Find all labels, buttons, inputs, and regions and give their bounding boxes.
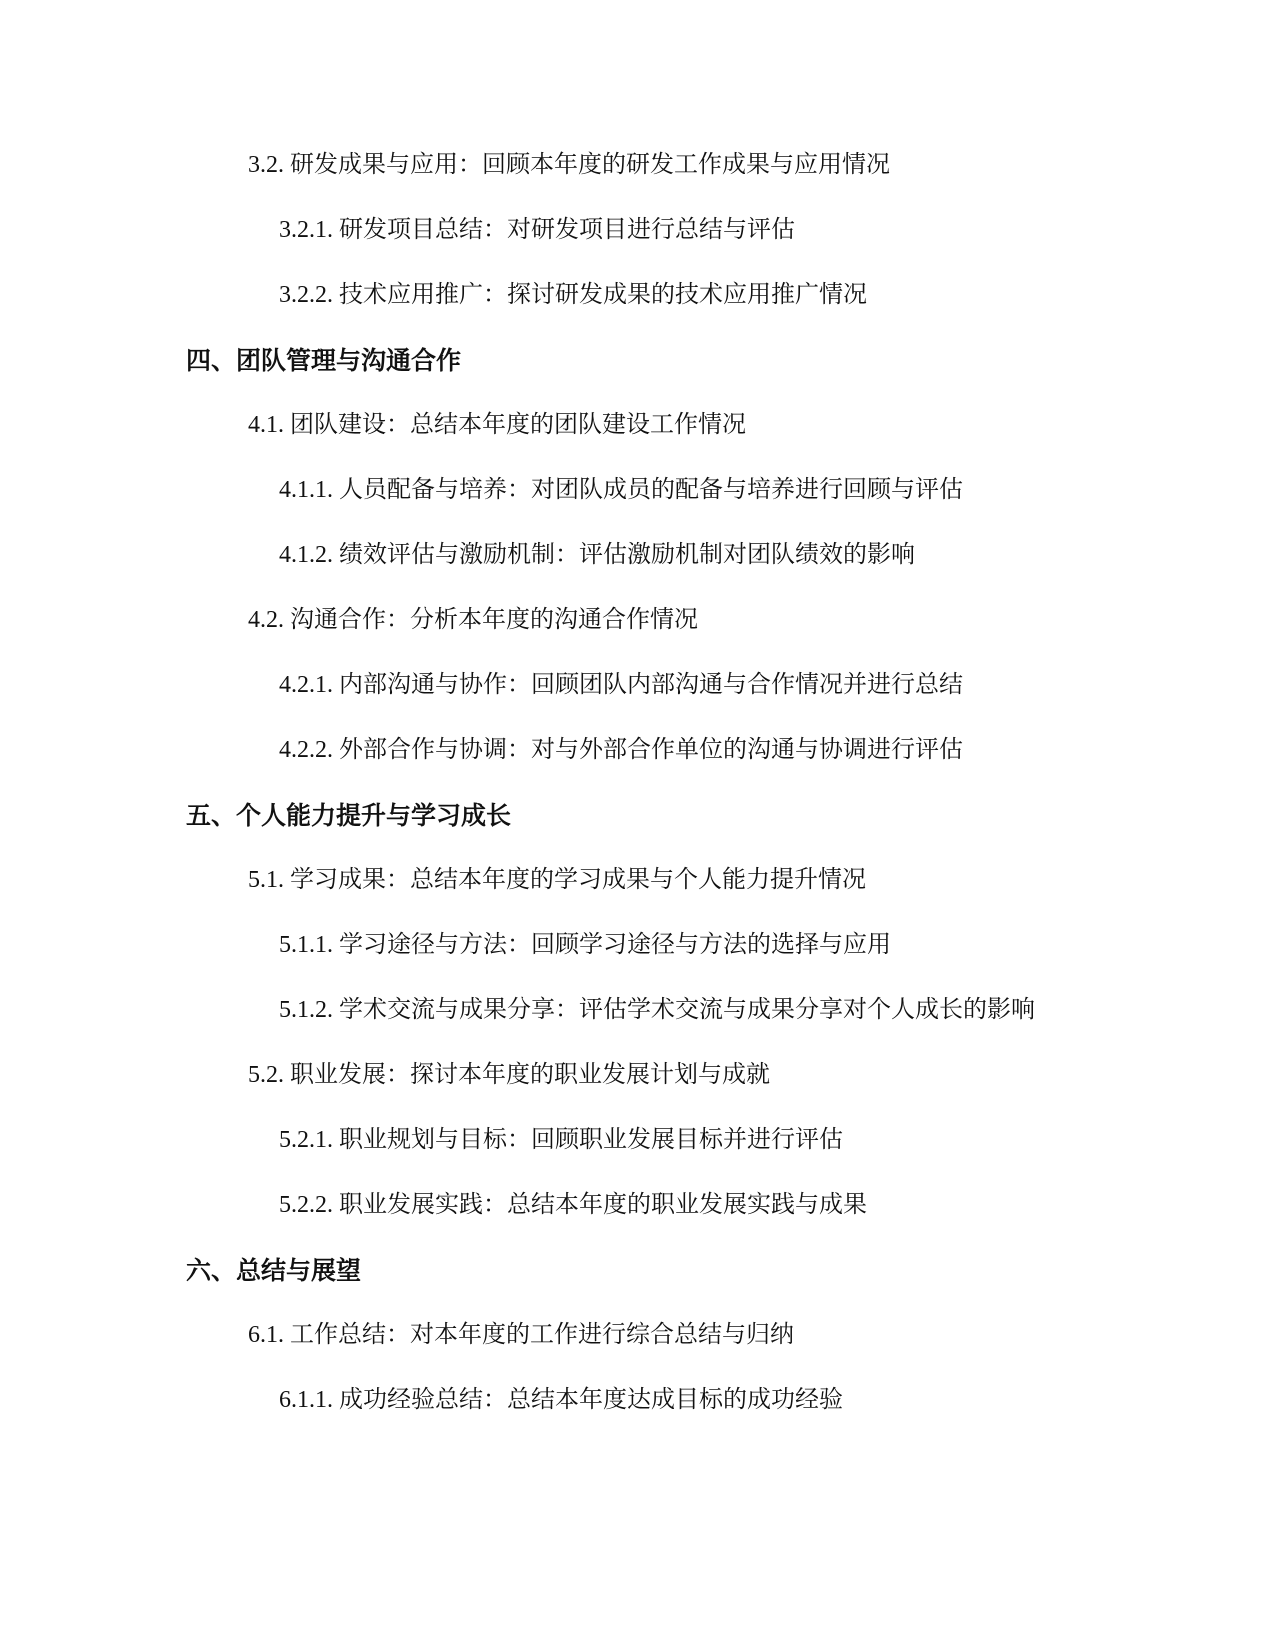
subsection-heading: 5.1. 学习成果：总结本年度的学习成果与个人能力提升情况 (248, 867, 866, 893)
sub-subsection-item: 5.2.1. 职业规划与目标：回顾职业发展目标并进行评估 (279, 1127, 843, 1153)
subsection-heading: 4.2. 沟通合作：分析本年度的沟通合作情况 (248, 607, 698, 633)
subsection-heading: 4.1. 团队建设：总结本年度的团队建设工作情况 (248, 412, 746, 438)
sub-subsection-item: 4.1.1. 人员配备与培养：对团队成员的配备与培养进行回顾与评估 (279, 477, 963, 503)
section-heading: 六、总结与展望 (186, 1256, 362, 1285)
subsection-heading: 3.2. 研发成果与应用：回顾本年度的研发工作成果与应用情况 (248, 152, 890, 178)
sub-subsection-item: 5.2.2. 职业发展实践：总结本年度的职业发展实践与成果 (279, 1192, 867, 1218)
section-heading: 四、团队管理与沟通合作 (186, 346, 462, 375)
sub-subsection-item: 3.2.1. 研发项目总结：对研发项目进行总结与评估 (279, 217, 795, 243)
sub-subsection-item: 3.2.2. 技术应用推广：探讨研发成果的技术应用推广情况 (279, 282, 867, 308)
subsection-heading: 5.2. 职业发展：探讨本年度的职业发展计划与成就 (248, 1062, 770, 1088)
sub-subsection-item: 4.2.2. 外部合作与协调：对与外部合作单位的沟通与协调进行评估 (279, 737, 963, 763)
section-heading: 五、个人能力提升与学习成长 (186, 801, 512, 830)
sub-subsection-item: 5.1.2. 学术交流与成果分享：评估学术交流与成果分享对个人成长的影响 (279, 997, 1035, 1023)
sub-subsection-item: 5.1.1. 学习途径与方法：回顾学习途径与方法的选择与应用 (279, 932, 891, 958)
sub-subsection-item: 6.1.1. 成功经验总结：总结本年度达成目标的成功经验 (279, 1387, 843, 1413)
sub-subsection-item: 4.2.1. 内部沟通与协作：回顾团队内部沟通与合作情况并进行总结 (279, 672, 963, 698)
sub-subsection-item: 4.1.2. 绩效评估与激励机制：评估激励机制对团队绩效的影响 (279, 542, 915, 568)
subsection-heading: 6.1. 工作总结：对本年度的工作进行综合总结与归纳 (248, 1322, 794, 1348)
